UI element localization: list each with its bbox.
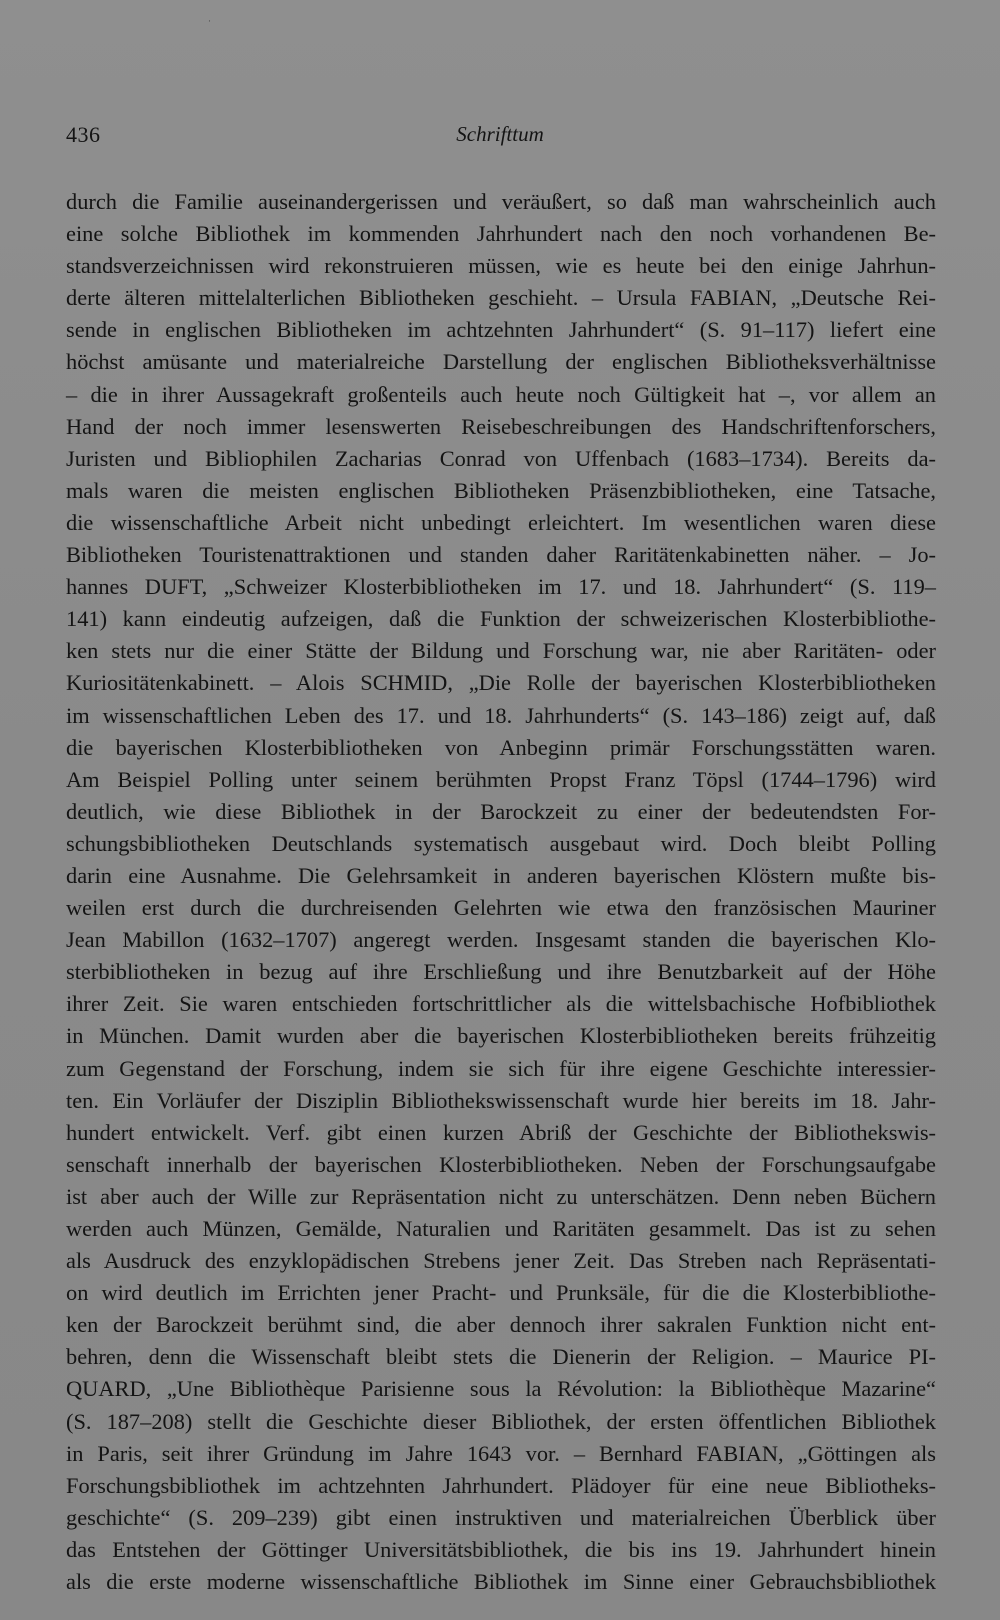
text-line: Bibliotheken Touristenattraktionen und standen daher Raritätenkabinetten näher. – Jo- bbox=[66, 542, 936, 568]
text-line: Forschungsbibliothek im achtzehnten Jahrhundert. Plädoyer für eine neue Bibliotheks- bbox=[66, 1472, 936, 1498]
text-line: hannes DUFT, „Schweizer Klosterbibliotheken im 17. und 18. Jahrhundert“ (S. 119– bbox=[66, 574, 936, 600]
text-line: 141) kann eindeutig aufzeigen, daß die Funktion der schweizerischen Klosterbibliothe- bbox=[66, 606, 936, 632]
text-line: im wissenschaftlichen Leben des 17. und 18. Jahrhunderts“ (S. 143–186) zeigt auf, daß bbox=[66, 702, 936, 728]
text-line: QUARD, „Une Bibliothèque Parisienne sous la Révolution: la Bibliothèque Mazarine“ bbox=[66, 1376, 936, 1402]
text-line: Jean Mabillon (1632–1707) angeregt werden. Insgesamt standen die bayerischen Klo- bbox=[66, 927, 936, 953]
text-line: eine solche Bibliothek im kommenden Jahrhundert nach den noch vorhandenen Be- bbox=[66, 221, 936, 247]
text-line: die wissenschaftliche Arbeit nicht unbedingt erleichtert. Im wesentlichen waren diese bbox=[66, 509, 936, 535]
text-line: ken stets nur die einer Stätte der Bildung und Forschung war, nie aber Raritäten- oder bbox=[66, 638, 936, 664]
text-line: Am Beispiel Polling unter seinem berühmten Propst Franz Töpsl (1744–1796) wird bbox=[66, 766, 936, 792]
text-line: standsverzeichnissen wird rekonstruieren müssen, wie es heute bei den einige Jahrhun- bbox=[66, 253, 936, 279]
text-line: in Paris, seit ihrer Gründung im Jahre 1643 vor. – Bernhard FABIAN, „Göttingen als bbox=[66, 1440, 936, 1466]
text-line: ken der Barockzeit berühmt sind, die aber dennoch ihrer sakralen Funktion nicht ent- bbox=[66, 1312, 936, 1338]
text-line: sende in englischen Bibliotheken im achtzehnten Jahrhundert“ (S. 91–117) liefert eine bbox=[66, 317, 936, 343]
page-header bbox=[66, 122, 934, 152]
text-line: ist aber auch der Wille zur Repräsentation nicht zu unterschätzen. Denn neben Büchern bbox=[66, 1183, 936, 1209]
page-number: 436 bbox=[66, 122, 101, 147]
text-line: als die erste moderne wissenschaftliche Bibliothek im Sinne einer Gebrauchsbibliothek bbox=[66, 1569, 936, 1595]
text-line: on wird deutlich im Errichten jener Pracht- und Prunksäle, für die die Klosterbibliothe- bbox=[66, 1280, 936, 1306]
text-line: Hand der noch immer lesenswerten Reisebeschreibungen des Handschriftenforschers, bbox=[66, 413, 936, 439]
text-line: ihrer Zeit. Sie waren entschieden fortschrittlicher als die wittelsbachische Hofbibliothek bbox=[66, 991, 936, 1017]
text-line: die bayerischen Klosterbibliotheken von Anbeginn primär Forschungsstätten waren. bbox=[66, 734, 936, 760]
text-line: darin eine Ausnahme. Die Gelehrsamkeit in anderen bayerischen Klöstern mußte bis- bbox=[66, 862, 936, 888]
text-line: in München. Damit wurden aber die bayerischen Klosterbibliotheken bereits frühzeitig bbox=[66, 1023, 936, 1049]
text-line: schungsbibliotheken Deutschlands systematisch ausgebaut wird. Doch bleibt Polling bbox=[66, 830, 936, 856]
text-line: Kuriositätenkabinett. – Alois SCHMID, „Die Rolle der bayerischen Klosterbibliotheken bbox=[66, 670, 936, 696]
text-line: deutlich, wie diese Bibliothek in der Barockzeit zu einer der bedeutendsten For- bbox=[66, 798, 936, 824]
text-line: – die in ihrer Aussagekraft großenteils auch heute noch Gültigkeit hat –, vor allem an bbox=[66, 381, 936, 407]
body-text bbox=[66, 186, 936, 1598]
text-line: senschaft innerhalb der bayerischen Klosterbibliotheken. Neben der Forschungsaufgabe bbox=[66, 1151, 936, 1177]
text-line: mals waren die meisten englischen Bibliotheken Präsenzbibliotheken, eine Tatsache, bbox=[66, 477, 936, 503]
text-line: hundert entwickelt. Verf. gibt einen kurzen Abriß der Geschichte der Bibliothekswis- bbox=[66, 1119, 936, 1145]
text-line: als Ausdruck des enzyklopädischen Strebens jener Zeit. Das Streben nach Repräsentati- bbox=[66, 1248, 936, 1274]
scan-speck: · bbox=[208, 16, 211, 26]
text-line: (S. 187–208) stellt die Geschichte dieser Bibliothek, der ersten öffentlichen Bibliothek bbox=[66, 1408, 936, 1434]
text-line: durch die Familie auseinandergerissen und veräußert, so daß man wahrscheinlich auch bbox=[66, 189, 936, 214]
text-line: ten. Ein Vorläufer der Disziplin Bibliothekswissenschaft wurde hier bereits im 18. Jahr- bbox=[66, 1087, 936, 1113]
text-line: werden auch Münzen, Gemälde, Naturalien und Raritäten gesammelt. Das ist zu sehen bbox=[66, 1216, 936, 1241]
text-line: zum Gegenstand der Forschung, indem sie sich für ihre eigene Geschichte interessier- bbox=[66, 1055, 936, 1081]
text-line: derte älteren mittelalterlichen Bibliotheken geschieht. – Ursula FABIAN, „Deutsche Rei- bbox=[66, 285, 936, 311]
text-line: Juristen und Bibliophilen Zacharias Conrad von Uffenbach (1683–1734). Bereits da- bbox=[66, 445, 936, 471]
text-line: das Entstehen der Göttinger Universitätsbibliothek, die bis ins 19. Jahrhundert hinein bbox=[66, 1536, 936, 1562]
text-line: sterbibliotheken in bezug auf ihre Erschließung und ihre Benutzbarkeit auf der Höhe bbox=[66, 959, 936, 985]
text-line: behren, denn die Wissenschaft bleibt stets die Dienerin der Religion. – Maurice PI- bbox=[66, 1344, 936, 1370]
text-line: weilen erst durch die durchreisenden Gelehrten wie etwa den französischen Mauriner bbox=[66, 895, 936, 921]
running-head: Schrifttum bbox=[456, 122, 544, 146]
text-line: geschichte“ (S. 209–239) gibt einen instruktiven und materialreichen Überblick über bbox=[66, 1504, 936, 1530]
text-line: höchst amüsante und materialreiche Darstellung der englischen Bibliotheksverhältnisse bbox=[66, 349, 936, 375]
